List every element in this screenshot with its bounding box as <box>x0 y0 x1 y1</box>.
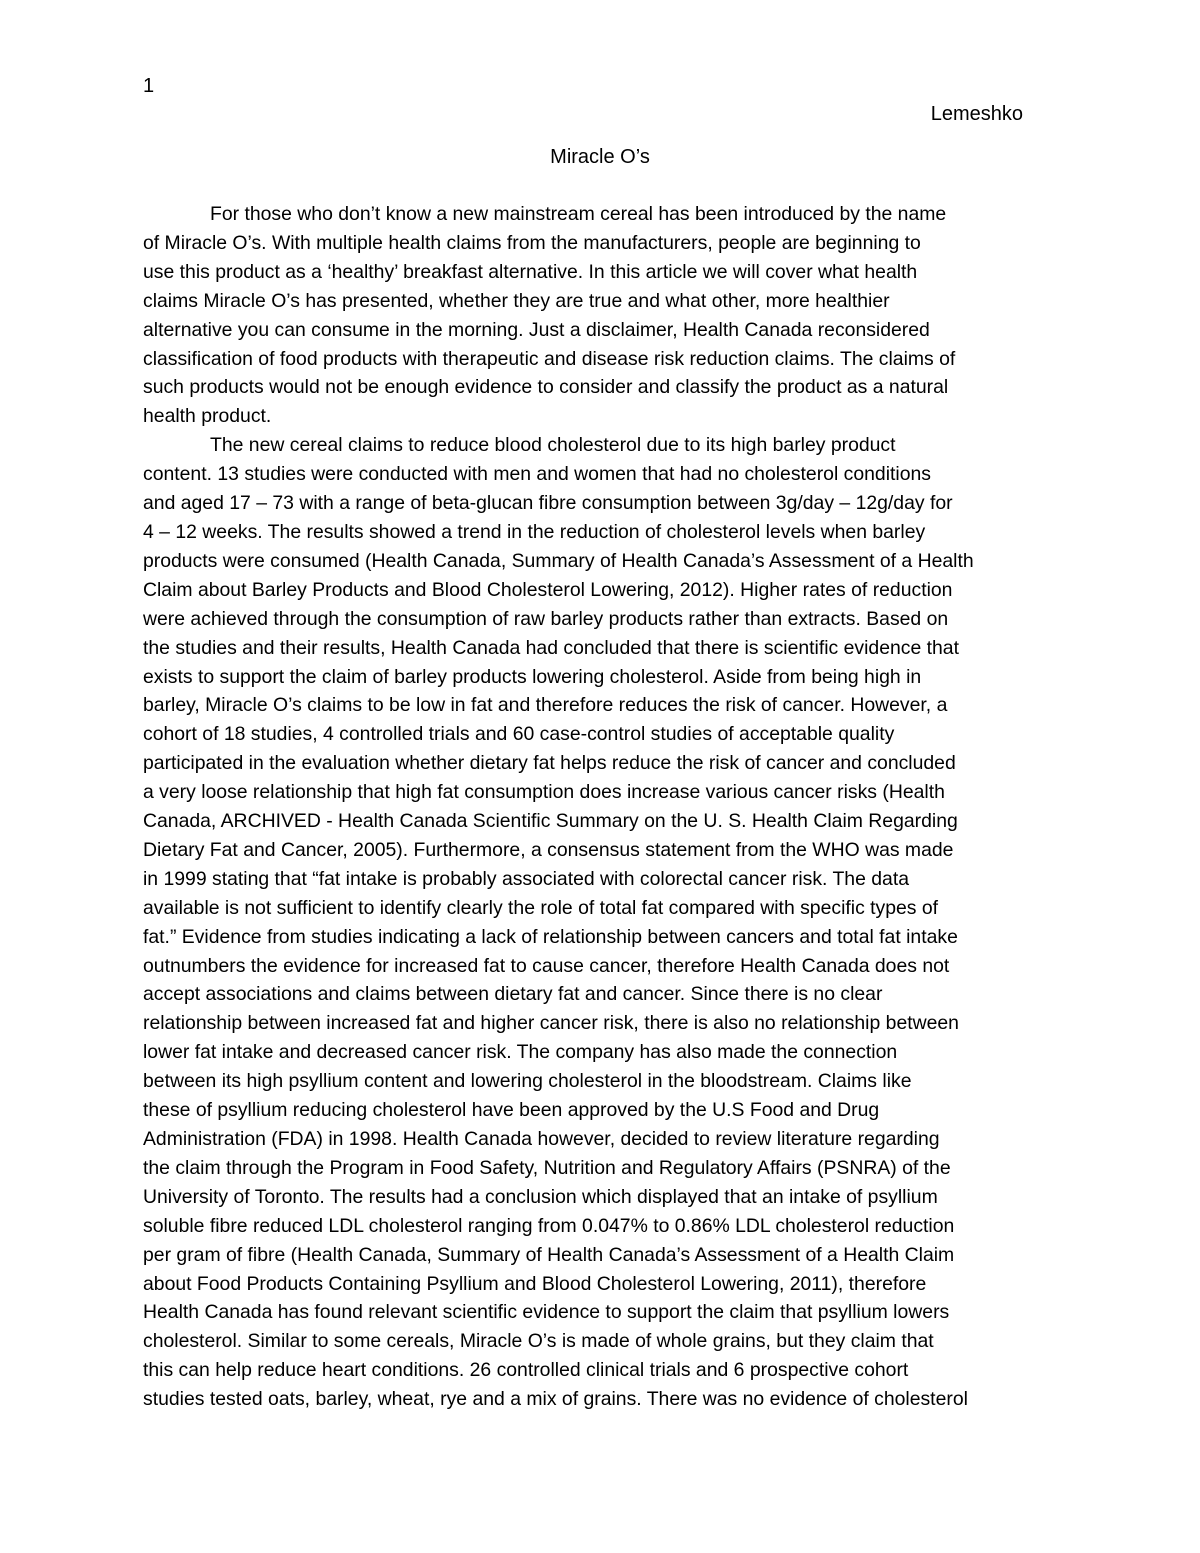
text-line: classification of food products with therapeutic and disease risk reduction claims. The claims of <box>143 347 956 370</box>
text-line: the claim through the Program in Food Safety, Nutrition and Regulatory Affairs (PSNRA) of the <box>143 1156 951 1179</box>
text-line: this can help reduce heart conditions. 26 controlled clinical trials and 6 prospective cohort <box>143 1359 909 1382</box>
text-line: relationship between increased fat and higher cancer risk, there is also no relationship between <box>143 1012 959 1035</box>
text-line: exists to support the claim of barley products lowering cholesterol. Aside from being high in <box>143 665 922 688</box>
paragraph-first-line: The new cereal claims to reduce blood cholesterol due to its high barley product <box>210 434 896 457</box>
text-line: cholesterol. Similar to some cereals, Miracle O’s is made of whole grains, but they claim that <box>143 1330 934 1353</box>
article-body <box>143 200 1063 1414</box>
text-line: health product. <box>143 405 272 428</box>
text-line: claims Miracle O’s has presented, whether they are true and what other, more healthier <box>143 289 890 312</box>
text-line: in 1999 stating that “fat intake is probably associated with colorectal cancer risk. The data <box>143 867 909 890</box>
text-line: Claim about Barley Products and Blood Cholesterol Lowering, 2012). Higher rates of reduction <box>143 578 953 601</box>
text-line: alternative you can consume in the morning. Just a disclaimer, Health Canada reconsidered <box>143 318 930 341</box>
text-line: accept associations and claims between dietary fat and cancer. Since there is no clear <box>143 983 883 1006</box>
text-line: and aged 17 – 73 with a range of beta-glucan fibre consumption between 3g/day – 12g/day for <box>143 492 953 515</box>
text-line: Administration (FDA) in 1998. Health Canada however, decided to review literature regarding <box>143 1128 940 1150</box>
paragraph-first-line: For those who don’t know a new mainstream cereal has been introduced by the name <box>210 203 947 225</box>
text-line: outnumbers the evidence for increased fat to cause cancer, therefore Health Canada does not <box>143 954 950 977</box>
text-line: products were consumed (Health Canada, Summary of Health Canada’s Assessment of a Health <box>143 549 974 572</box>
text-line: content. 13 studies were conducted with men and women that had no cholesterol conditions <box>143 463 931 486</box>
text-line: 4 – 12 weeks. The results showed a trend in the reduction of cholesterol levels when barley <box>143 520 926 543</box>
text-line: available is not sufficient to identify clearly the role of total fat compared with specific types of <box>143 896 939 919</box>
text-line: a very loose relationship that high fat consumption does increase various cancer risks (Health <box>143 781 945 804</box>
text-line: of Miracle O’s. With multiple health claims from the manufacturers, people are beginning to <box>143 231 921 254</box>
text-line: were achieved through the consumption of raw barley products rather than extracts. Based on <box>143 607 949 630</box>
text-line: University of Toronto. The results had a conclusion which displayed that an intake of psyllium <box>143 1185 938 1208</box>
text-line: such products would not be enough evidence to consider and classify the product as a natural <box>143 376 949 399</box>
text-line: between its high psyllium content and lowering cholesterol in the bloodstream. Claims like <box>143 1070 912 1093</box>
text-line: about Food Products Containing Psyllium and Blood Cholesterol Lowering, 2011), therefore <box>143 1272 927 1295</box>
text-line: per gram of fibre (Health Canada, Summary of Health Canada’s Assessment of a Health Claim <box>143 1243 955 1266</box>
text-line: lower fat intake and decreased cancer risk. The company has also made the connection <box>143 1041 898 1064</box>
text-line: Dietary Fat and Cancer, 2005). Furthermore, a consensus statement from the WHO was made <box>143 838 954 861</box>
text-line: soluble fibre reduced LDL cholesterol ranging from 0.047% to 0.86% LDL cholesterol reduction <box>143 1214 955 1237</box>
text-line: use this product as a ‘healthy’ breakfast alternative. In this article we will cover what health <box>143 260 918 283</box>
document-title: Miracle O’s <box>550 146 650 168</box>
text-line: barley, Miracle O’s claims to be low in fat and therefore reduces the risk of cancer. However, a <box>143 694 948 717</box>
text-line: these of psyllium reducing cholesterol have been approved by the U.S Food and Drug <box>143 1099 880 1122</box>
author-name: Lemeshko <box>930 103 1023 125</box>
text-line: Health Canada has found relevant scientific evidence to support the claim that psyllium lowers <box>143 1301 950 1324</box>
text-line: fat.” Evidence from studies indicating a lack of relationship between cancers and total fat intake <box>143 925 958 948</box>
text-line: participated in the evaluation whether dietary fat helps reduce the risk of cancer and concluded <box>143 752 956 775</box>
page-number: 1 <box>143 75 155 97</box>
text-line: the studies and their results, Health Canada had concluded that there is scientific evidence that <box>143 636 959 659</box>
text-line: Canada, ARCHIVED - Health Canada Scientific Summary on the U. S. Health Claim Regarding <box>143 810 958 833</box>
text-line: cohort of 18 studies, 4 controlled trials and 60 case-control studies of acceptable quality <box>143 723 895 746</box>
text-line: studies tested oats, barley, wheat, rye and a mix of grains. There was no evidence of cholesterol <box>143 1388 968 1411</box>
